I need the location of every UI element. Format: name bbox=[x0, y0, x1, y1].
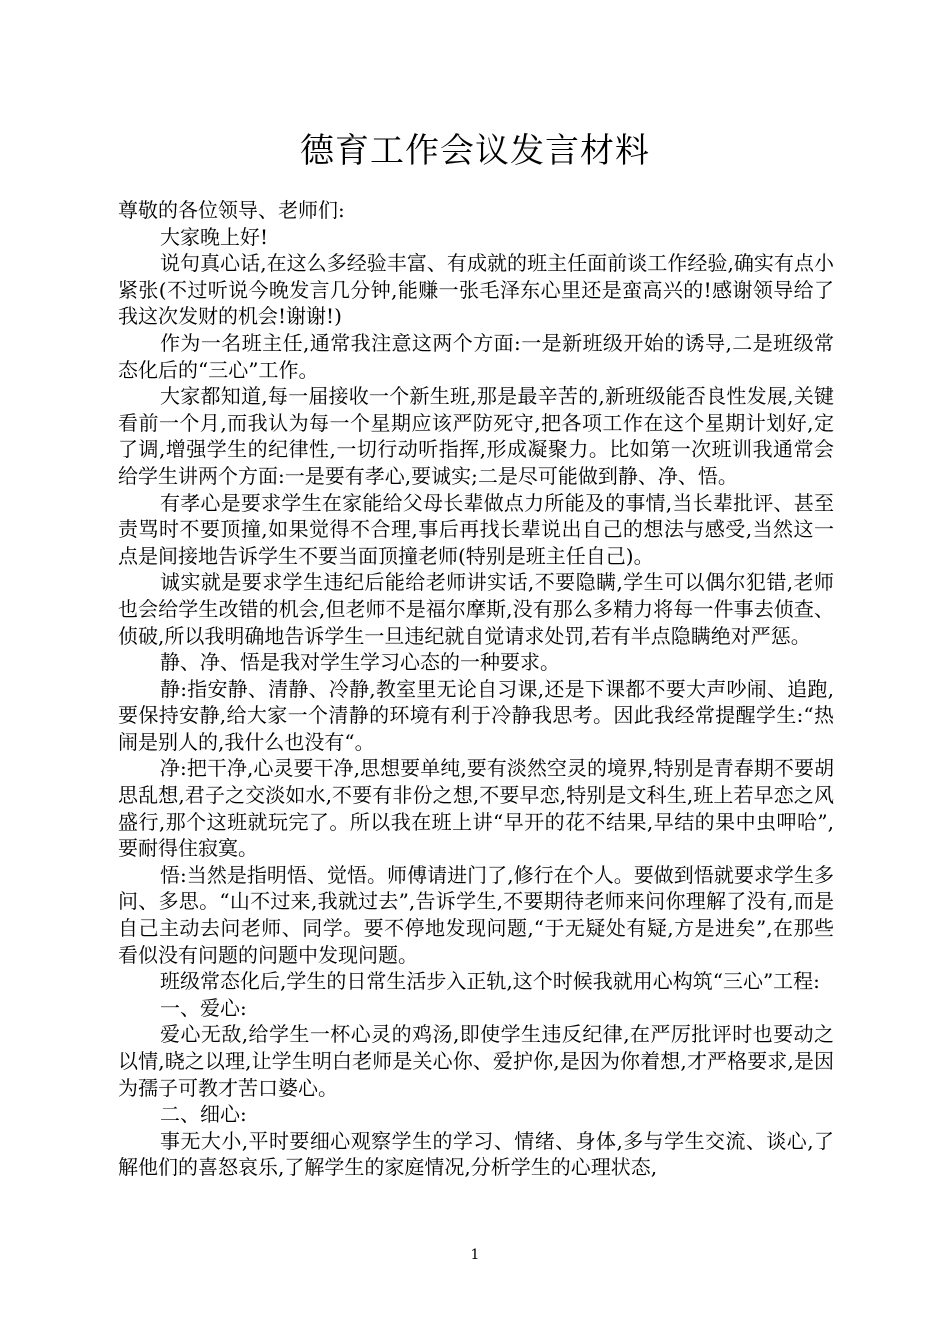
paragraph-quiet: 静:指安静、清静、冷静,教室里无论自习课,还是下课都不要大声吵闹、追跑,要保持安静,给大家一个清静的环境有利于冷静我思考。因此我经常提醒学生:“热闹是别人的,我什么也没有“。 bbox=[118, 676, 834, 754]
paragraph-clean: 净:把干净,心灵要干净,思想要单纯,要有淡然空灵的境界,特别是青春期不要胡思乱想,君子之交淡如水,不要有非份之想,不要早恋,特别是文科生,班上若早恋之风盛行,那个这班就玩完了。所以我在班上讲“早开的花不结果,早结的果中虫呷哈”,要耐得住寂寞。 bbox=[118, 756, 834, 861]
document-title: 德育工作会议发言材料 bbox=[300, 131, 650, 171]
paragraph-care: 事无大小,平时要细心观察学生的学习、情绪、身体,多与学生交流、谈心,了解他们的喜怒哀乐,了解学生的家庭情况,分析学生的心理状态, bbox=[118, 1128, 834, 1180]
salutation: 尊敬的各位领导、老师们: bbox=[118, 198, 345, 222]
paragraph-filial-piety: 有孝心是要求学生在家能给父母长辈做点力所能及的事情,当长辈批评、甚至责骂时不要顶撞,如果觉得不合理,事后再找长辈说出自己的想法与感受,当然这一点是间接地告诉学生不要当面顶撞老师(特别是班主任自己)。 bbox=[118, 490, 834, 568]
paragraph-intro: 说句真心话,在这么多经验丰富、有成就的班主任面前谈工作经验,确实有点小紧张(不过听说今晚发言几分钟,能赚一张毛泽东心里还是蛮高兴的!感谢领导给了我这次发财的机会!谢谢!) bbox=[118, 251, 834, 329]
paragraph-three-hearts: 班级常态化后,学生的日常生活步入正轨,这个时候我就用心构筑“三心”工程: bbox=[160, 969, 820, 994]
paragraph-mindset: 静、净、悟是我对学生学习心态的一种要求。 bbox=[160, 650, 560, 675]
document-body bbox=[118, 197, 834, 1181]
paragraph-two-aspects: 作为一名班主任,通常我注意这两个方面:一是新班级开始的诱导,二是班级常态化后的“三心”工作。 bbox=[118, 330, 834, 382]
paragraph-honesty: 诚实就是要求学生违纪后能给老师讲实话,不要隐瞒,学生可以偶尔犯错,老师也会给学生改错的机会,但老师不是福尔摩斯,没有那么多精力将每一件事去侦查、侦破,所以我明确地告诉学生一旦违纪就自觉请求处罚,若有半点隐瞒绝对严惩。 bbox=[118, 570, 834, 648]
paragraph-realize: 悟:当然是指明悟、觉悟。师傅请进门了,修行在个人。要做到悟就要求学生多问、多思。“山不过来,我就过去”,告诉学生,不要期待老师来问你理解了没有,而是自己主动去问老师、同学。要不停地发现问题,“于无疑处有疑,方是进矣”,在那些看似没有问题的问题中发现问题。 bbox=[118, 862, 834, 967]
paragraph-new-class: 大家都知道,每一届接收一个新生班,那是最辛苦的,新班级能否良性发展,关键看前一个月,而我认为每一个星期应该严防死守,把各项工作在这个星期计划好,定了调,增强学生的纪律性,一切行动听指挥,形成凝聚力。比如第一次班训我通常会给学生讲两个方面:一是要有孝心,要诚实;二是尽可能做到静、净、悟。 bbox=[118, 384, 834, 488]
heading-love: 一、爱心: bbox=[160, 995, 247, 1020]
paragraph-love: 爱心无敌,给学生一杯心灵的鸡汤,即使学生违反纪律,在严厉批评时也要动之以情,晓之以理,让学生明白老师是关心你、爱护你,是因为你着想,才严格要求,是因为孺子可教才苦口婆心。 bbox=[118, 1022, 834, 1100]
page-number: 1 bbox=[470, 1247, 480, 1263]
paragraph-greeting: 大家晚上好! bbox=[160, 224, 269, 249]
heading-care: 二、细心: bbox=[160, 1102, 247, 1127]
